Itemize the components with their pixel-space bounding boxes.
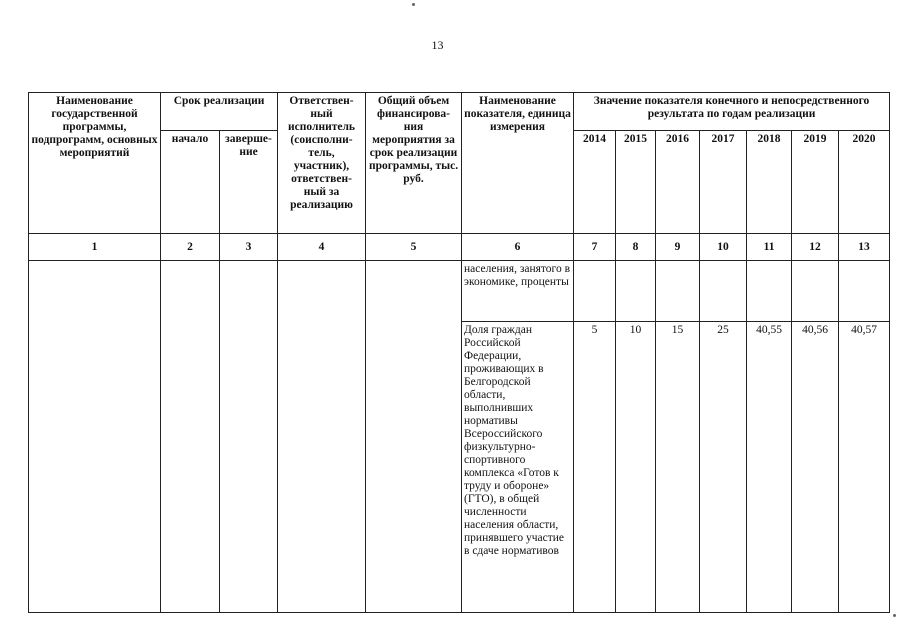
column-number: 6 [462,234,574,261]
header-year-2015: 2015 [616,131,656,234]
header-period-start: начало [161,131,220,234]
column-number: 4 [278,234,366,261]
header-year-2016: 2016 [656,131,700,234]
scan-speck [893,614,896,617]
column-number: 5 [366,234,462,261]
period-start-cell [161,261,220,613]
column-number: 3 [220,234,278,261]
value-2015: 10 [616,322,656,613]
value-2019 [792,261,839,322]
value-2014 [574,261,616,322]
column-number: 2 [161,234,220,261]
header-indicator: Наименование показателя, единица измерения [462,93,574,234]
value-2018: 40,55 [747,322,792,613]
header-funding: Общий объем финансирова-ния мероприятия за срок реализации программы, тыс. руб. [366,93,462,234]
program-indicators-table [28,92,890,613]
column-number: 12 [792,234,839,261]
table-row [29,261,890,322]
column-number: 11 [747,234,792,261]
value-2017 [700,261,747,322]
value-2015 [616,261,656,322]
page-number: 13 [431,38,444,52]
period-end-cell [220,261,278,613]
value-2018 [747,261,792,322]
value-2016: 15 [656,322,700,613]
header-responsible: Ответствен-ный исполнитель (соисполни-тель, участник), ответствен-ный за реализацию [278,93,366,234]
header-year-2014: 2014 [574,131,616,234]
header-period: Срок реализации [161,93,278,131]
header-period-end: заверше-ние [220,131,278,234]
column-number: 9 [656,234,700,261]
column-number: 8 [616,234,656,261]
header-year-2020: 2020 [839,131,890,234]
header-row-1 [29,93,890,131]
column-number: 13 [839,234,890,261]
header-year-2018: 2018 [747,131,792,234]
value-2020 [839,261,890,322]
value-2020: 40,57 [839,322,890,613]
column-number: 10 [700,234,747,261]
column-number: 7 [574,234,616,261]
value-2016 [656,261,700,322]
column-numbers-row [29,234,890,261]
header-year-2017: 2017 [700,131,747,234]
responsible-cell [278,261,366,613]
column-number: 1 [29,234,161,261]
header-year-2019: 2019 [792,131,839,234]
program-name-cell [29,261,161,613]
header-program-name: Наименование государственной программы, подпрограмм, основных мероприятий [29,93,161,234]
funding-cell [366,261,462,613]
header-values-group: Значение показателя конечного и непосредственного результата по годам реализации [574,93,890,131]
value-2014: 5 [574,322,616,613]
indicator-cell: населения, занятого в экономике, проценты [462,261,574,322]
value-2019: 40,56 [792,322,839,613]
value-2017: 25 [700,322,747,613]
indicator-cell: Доля граждан Российской Федерации, проживающих в Белгородской области, выполнивших нормативы Всероссийского физкультурно-спортивного комплекса «Готов к труду и обороне» (ГТО), в общей численности населения области, принявшего участие в сдаче нормативов [462,322,574,613]
scan-speck [412,3,415,6]
